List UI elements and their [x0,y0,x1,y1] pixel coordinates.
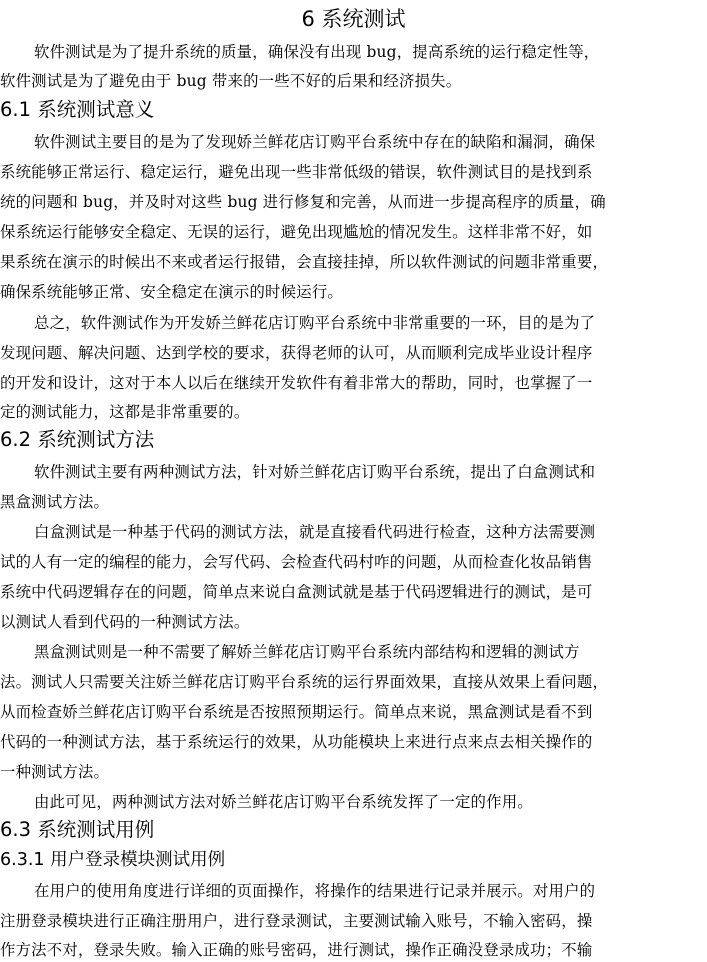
paragraph-line: 软件测试主要有两种测试方法，针对娇兰鲜花店订购平台系统，提出了白盒测试和 [34,463,596,481]
chapter-title: 6 系统测试 [301,7,406,31]
section-heading-6-2: 6.2 系统测试方法 [0,428,155,451]
section-heading-6-3: 6.3 系统测试用例 [0,818,155,841]
paragraph-line: 发现问题、解决问题、达到学校的要求，获得老师的认可，从而顺利完成毕业设计程序 [0,344,593,362]
subsection-heading-6-3-1: 6.3.1 用户登录模块测试用例 [0,850,226,870]
paragraph-line: 法。测试人只需要关注娇兰鲜花店订购平台系统的运行界面效果，直接从效果上看问题， [0,673,609,691]
paragraph-line: 黑盒测试则是一种不需要了解娇兰鲜花店订购平台系统内部结构和逻辑的测试方 [34,643,580,661]
paragraph-line: 由此可见，两种测试方法对娇兰鲜花店订购平台系统发挥了一定的作用。 [34,793,533,811]
paragraph-line: 统的问题和 bug，并及时对这些 bug 进行修复和完善，从而进一步提高程序的质量，确 [0,193,606,211]
section-heading-6-1: 6.1 系统测试意义 [0,98,155,121]
paragraph-line: 总之，软件测试作为开发娇兰鲜花店订购平台系统中非常重要的一环，目的是为了 [34,314,596,332]
paragraph-line: 以测试人看到代码的一种测试方法。 [0,613,250,631]
paragraph-line: 从而检查娇兰鲜花店订购平台系统是否按照预期运行。简单点来说，黑盒测试是看不到 [0,703,593,721]
paragraph-line: 定的测试能力，这都是非常重要的。 [0,403,250,421]
paragraph-line: 在用户的使用角度进行详细的页面操作，将操作的结果进行记录并展示。对用户的 [34,882,596,900]
paragraph-line: 确保系统能够正常、安全稳定在演示的时候运行。 [0,283,343,301]
paragraph-line: 系统能够正常运行、稳定运行，避免出现一些非常低级的错误，软件测试目的是找到系 [0,163,593,181]
paragraph-line: 一种测试方法。 [0,763,110,781]
paragraph-line: 试的人有一定的编程的能力，会写代码、会检查代码村咋的问题，从而检查化妆品销售 [0,553,593,571]
paragraph-line: 系统中代码逻辑存在的问题，简单点来说白盒测试就是基于代码逻辑进行的测试，是可 [0,583,593,601]
paragraph-line: 黑盒测试方法。 [0,493,110,511]
paragraph-line: 软件测试主要目的是为了发现娇兰鲜花店订购平台系统中存在的缺陷和漏洞，确保 [34,133,596,151]
paragraph-line: 白盒测试是一种基于代码的测试方法，就是直接看代码进行检查，这种方法需要测 [34,523,596,541]
paragraph-line: 保系统运行能够安全稳定、无误的运行，避免出现尴尬的情况发生。这样非常不好，如 [0,223,593,241]
paragraph-line: 的开发和设计，这对于本人以后在继续开发软件有着非常大的帮助，同时，也掌握了一 [0,374,593,392]
paragraph-line: 果系统在演示的时候出不来或者运行报错，会直接挂掉，所以软件测试的问题非常重要， [0,253,609,271]
intro-line: 软件测试是为了避免由于 bug 带来的一些不好的后果和经济损失。 [0,72,462,90]
paragraph-line: 注册登录模块进行正确注册用户，进行登录测试，主要测试输入账号，不输入密码，操 [0,912,593,930]
intro-line: 软件测试是为了提升系统的质量，确保没有出现 bug，提高系统的运行稳定性等， [34,43,600,61]
paragraph-line: 作方法不对，登录失败。输入正确的账号密码，进行测试，操作正确没登录成功；不输 [0,941,593,959]
paragraph-line: 代码的一种测试方法，基于系统运行的效果，从功能模块上来进行点来点去相关操作的 [0,733,593,751]
